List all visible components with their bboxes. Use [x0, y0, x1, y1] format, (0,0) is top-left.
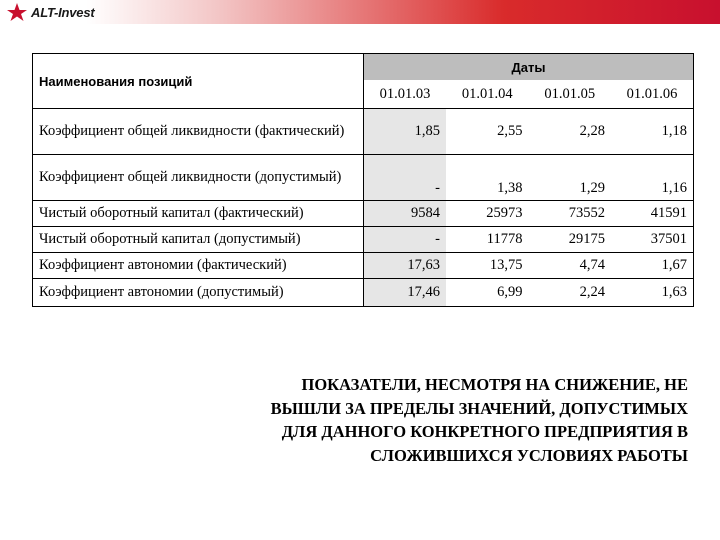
table-cell: 29175: [568, 231, 605, 247]
table-cell: 2,24: [579, 284, 605, 300]
column-header-name: Наименования позиций: [39, 73, 193, 89]
table-cell: 1,67: [661, 257, 687, 273]
table-cell: 1,16: [661, 180, 687, 196]
table-cell: 1,63: [661, 284, 687, 300]
table-cell: -: [364, 227, 447, 253]
alt-invest-logo-icon: [6, 3, 28, 21]
conclusion-line: ПОКАЗАТЕЛИ, НЕСМОТРЯ НА СНИЖЕНИЕ, НЕ: [301, 375, 688, 394]
table-cell: 1,29: [579, 180, 605, 196]
table-row-label: Чистый оборотный капитал (допустимый): [39, 231, 301, 247]
table-cell: 2,55: [497, 123, 523, 139]
column-header-date: 01.01.03: [364, 80, 447, 109]
table-cell: 4,74: [579, 257, 605, 273]
column-header-date: 01.01.06: [626, 85, 678, 102]
table-row-label: Коэффициент общей ликвидности (фактический): [39, 123, 345, 139]
conclusion-line: СЛОЖИВШИХСЯ УСЛОВИЯХ РАБОТЫ: [370, 445, 688, 465]
header-bar: [0, 0, 720, 24]
table-cell: 41591: [650, 205, 687, 221]
conclusion-line: ДЛЯ ДАННОГО КОНКРЕТНОГО ПРЕДПРИЯТИЯ В: [281, 422, 688, 441]
table-cell: 13,75: [489, 257, 523, 273]
indicators-table: [32, 53, 694, 307]
conclusion-line: ВЫШЛИ ЗА ПРЕДЕЛЫ ЗНАЧЕНИЙ, ДОПУСТИМЫХ: [270, 398, 688, 418]
table-row-label: Коэффициент автономии (допустимый): [39, 284, 284, 300]
table-cell: 2,28: [579, 123, 605, 139]
table-cell: 1,85: [364, 109, 447, 155]
table-row-label: Чистый оборотный капитал (фактический): [39, 205, 304, 221]
table-cell: 25973: [486, 205, 523, 221]
brand-logo: [6, 3, 95, 21]
table-row-label: Коэффициент общей ликвидности (допустимый): [39, 169, 342, 185]
column-header-date: 01.01.04: [461, 85, 513, 102]
table-cell: 17,46: [364, 279, 447, 307]
table-cell: 1,18: [661, 123, 687, 139]
table-cell: 37501: [650, 231, 687, 247]
column-header-dates: Даты: [364, 54, 694, 81]
table-cell: 9584: [364, 201, 447, 227]
table-cell: 1,38: [497, 180, 523, 196]
table-cell: 6,99: [497, 284, 523, 300]
conclusion-text: [170, 373, 688, 467]
brand-name: ALT-Invest: [31, 4, 95, 20]
table-cell: 11778: [486, 231, 523, 247]
table-row-label: Коэффициент автономии (фактический): [39, 257, 287, 273]
table-cell: -: [364, 155, 447, 201]
column-header-date: 01.01.05: [544, 85, 596, 102]
table-cell: 73552: [568, 205, 605, 221]
table-cell: 17,63: [364, 253, 447, 279]
